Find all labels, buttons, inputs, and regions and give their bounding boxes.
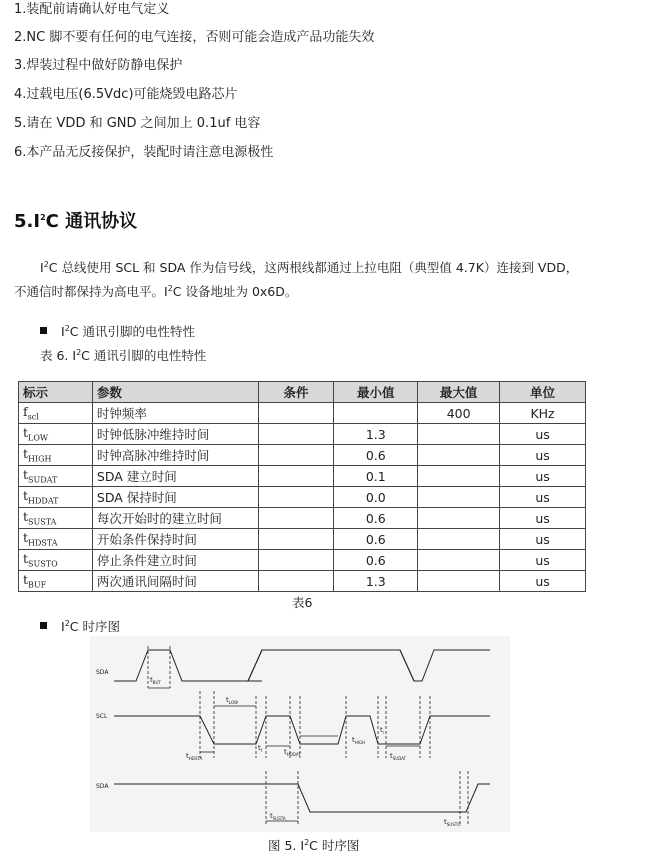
label-tbut: $t_{BUT}$ xyxy=(150,676,161,685)
cell-condition xyxy=(258,466,334,487)
cell-min: 0.1 xyxy=(334,466,418,487)
label-tlow: $t_{LOW}$ xyxy=(226,696,238,705)
cell-min: 0.6 xyxy=(334,445,418,466)
cell-parameter: 时钟低脉冲维持时间 xyxy=(92,424,258,445)
table-row xyxy=(19,487,586,508)
cell-condition xyxy=(258,424,334,445)
cell-min: 0.0 xyxy=(334,487,418,508)
table-row xyxy=(19,550,586,571)
table-header-row xyxy=(19,382,586,403)
cell-max xyxy=(418,487,500,508)
table-footer-caption: 表6 xyxy=(292,595,313,610)
cell-unit: us xyxy=(500,508,586,529)
header-max: 最大值 xyxy=(418,382,500,403)
diagram-caption: 图 5. $I^2C$ 时序图 xyxy=(268,837,360,853)
cell-max xyxy=(418,424,500,445)
note-1: 1.装配前请确认好电气定义 xyxy=(14,2,170,17)
cell-unit: KHz xyxy=(500,403,586,424)
cell-unit: us xyxy=(500,550,586,571)
table-row xyxy=(19,508,586,529)
bullet-square-icon xyxy=(40,327,47,334)
label-thdsta: $t_{HDSTA}$ xyxy=(186,752,203,761)
cell-max: 400 xyxy=(418,403,500,424)
spec-table xyxy=(18,381,586,592)
note-2: 2.NC 脚不要有任何的电气连接，否则可能会造成产品功能失效 xyxy=(14,30,375,45)
table-row xyxy=(19,466,586,487)
bullet-electrical: $I^2C$ 通讯引脚的电性特性 xyxy=(40,322,195,340)
table-row xyxy=(19,424,586,445)
cell-unit: us xyxy=(500,529,586,550)
cell-min: 1.3 xyxy=(334,424,418,445)
header-condition: 条件 xyxy=(258,382,334,403)
cell-max xyxy=(418,529,500,550)
cell-condition xyxy=(258,571,334,592)
table-caption: 表 6. $I^2C$ 通讯引脚的电性特性 xyxy=(40,347,207,363)
cell-symbol: $t_{HDDAT}$ xyxy=(19,487,93,508)
cell-symbol: $t_{BUF}$ xyxy=(19,571,93,592)
cell-condition xyxy=(258,403,334,424)
cell-unit: us xyxy=(500,487,586,508)
cell-max xyxy=(418,508,500,529)
header-parameter: 参数 xyxy=(92,382,258,403)
cell-condition xyxy=(258,529,334,550)
cell-symbol: $t_{SUSTO}$ xyxy=(19,550,93,571)
label-tsusta: $t_{SUSTA}$ xyxy=(270,812,286,821)
cell-symbol: $f_{scl}$ xyxy=(19,403,93,424)
cell-parameter: 开始条件保持时间 xyxy=(92,529,258,550)
cell-max xyxy=(418,466,500,487)
cell-parameter: 时钟高脉冲维持时间 xyxy=(92,445,258,466)
header-unit: 单位 xyxy=(500,382,586,403)
cell-symbol: $t_{HDSTA}$ xyxy=(19,529,93,550)
cell-unit: us xyxy=(500,445,586,466)
cell-min: 0.6 xyxy=(334,529,418,550)
cell-unit: us xyxy=(500,571,586,592)
cell-parameter: SDA 建立时间 xyxy=(92,466,258,487)
cell-parameter: 两次通讯间隔时间 xyxy=(92,571,258,592)
section-paragraph-line1: $I^2C$ 总线使用 SCL 和 SDA 作为信号线，这两根线都通过上拉电阻（典型值 4.7K）连接到 VDD， xyxy=(40,260,579,276)
cell-condition xyxy=(258,487,334,508)
note-3: 3.焊装过程中做好防静电保护 xyxy=(14,58,183,73)
label-tf: $t_f$ xyxy=(258,744,263,753)
note-4: 4.过载电压(6.5Vdc)可能烧毁电路芯片 xyxy=(14,87,238,102)
label-thigh: $t_{HIGH}$ xyxy=(352,736,366,745)
table-row xyxy=(19,445,586,466)
cell-min: 1.3 xyxy=(334,571,418,592)
cell-parameter: 每次开始时的建立时间 xyxy=(92,508,258,529)
cell-min: 0.6 xyxy=(334,550,418,571)
cell-unit: us xyxy=(500,466,586,487)
cell-symbol: $t_{SUSTA}$ xyxy=(19,508,93,529)
label-tr: $t_r$ xyxy=(380,726,385,735)
label-thddat: $t_{HDDAT}$ xyxy=(284,748,301,757)
cell-parameter: 时钟频率 xyxy=(92,403,258,424)
cell-unit: us xyxy=(500,424,586,445)
cell-min: 0.6 xyxy=(334,508,418,529)
label-tsusto: $t_{SUSTO}$ xyxy=(444,818,461,827)
note-6: 6.本产品无反接保护，装配时请注意电源极性 xyxy=(14,145,274,160)
cell-min xyxy=(334,403,418,424)
cell-symbol: $t_{SUDAT}$ xyxy=(19,466,93,487)
table-row xyxy=(19,571,586,592)
label-tsudat: $t_{SUDAT}$ xyxy=(390,752,407,761)
table-row xyxy=(19,529,586,550)
sda2-label: SDA xyxy=(96,783,109,790)
scl-label: SCL xyxy=(96,713,108,720)
cell-symbol: $t_{HIGH}$ xyxy=(19,445,93,466)
section-paragraph-line2: 不通信时都保持为高电平。$I^2C$ 设备地址为 0x6D。 xyxy=(14,284,298,300)
cell-condition xyxy=(258,550,334,571)
cell-condition xyxy=(258,508,334,529)
header-min: 最小值 xyxy=(334,382,418,403)
section-heading: $5.I^2C$ 通讯协议 xyxy=(14,211,138,232)
cell-symbol: $t_{LOW}$ xyxy=(19,424,93,445)
note-5: 5.请在 VDD 和 GND 之间加上 0.1uf 电容 xyxy=(14,116,261,131)
i2c-timing-diagram xyxy=(90,636,510,832)
bullet-timing: $I^2C$ 时序图 xyxy=(40,617,120,635)
bullet-square-icon xyxy=(40,622,47,629)
cell-condition xyxy=(258,445,334,466)
cell-max xyxy=(418,445,500,466)
cell-parameter: SDA 保持时间 xyxy=(92,487,258,508)
sda-label: SDA xyxy=(96,669,109,676)
header-symbol: 标示 xyxy=(19,382,93,403)
cell-parameter: 停止条件建立时间 xyxy=(92,550,258,571)
table-row xyxy=(19,403,586,424)
cell-max xyxy=(418,550,500,571)
cell-max xyxy=(418,571,500,592)
